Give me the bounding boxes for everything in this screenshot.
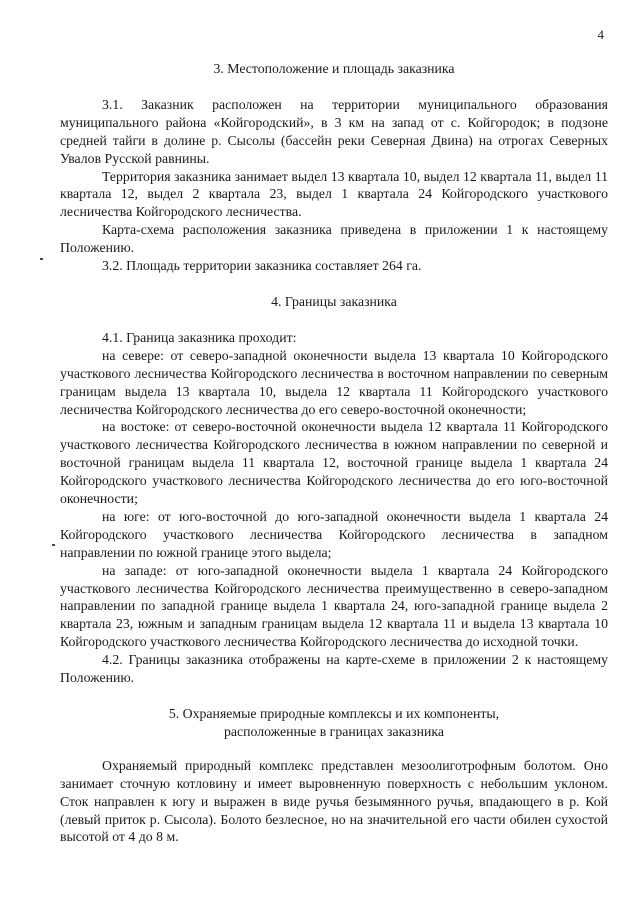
protected-complex-paragraph: Охраняемый природный комплекс представлен мезоолиготрофным болотом. Оно занимает сточную котловину и имеет выровненную поверхность с небольшим уклоном. Сток направлен к югу и выражен в виде ручья безымянного ручья, впадающего в р. Кой (левый приток р. Сысола). Болото безлесное, но на значительной его части обилен сухостой высотой от 4 до 8 м. xyxy=(60,757,608,845)
south-boundary-paragraph: на юге: от юго-восточной до юго-западной оконечности выдела 1 квартала 24 Койгородского участкового лесничества Койгородского лесничества в западном направлении по южной границе этого выдела; xyxy=(60,508,608,560)
scan-speck xyxy=(40,258,43,260)
document-body xyxy=(60,60,608,846)
territory-paragraph: Территория заказника занимает выдел 13 квартала 10, выдел 12 квартала 11, выдел 11 квартала 12, выдел 2 квартала 23, выдел 1 квартала 24 Койгородского участкового лесничества Койгородского лесничества. xyxy=(60,168,608,220)
section-5-heading-line2: расположенные в границах заказника xyxy=(223,723,445,739)
east-boundary-paragraph: на востоке: от северо-восточной оконечности выдела 12 квартала 11 Койгородского участкового лесничества Койгородского лесничества в южном направлении по северной и восточной границам выдела 11 квартала 12, восточной границе выдела 1 квартала 24 Койгородского участкового лесничества Койгородского лесничества до его юго-восточной оконечности; xyxy=(60,419,608,507)
page-number: 4 xyxy=(597,27,604,42)
section-3-2-paragraph: 3.2. Площадь территории заказника составляет 264 га. xyxy=(102,258,422,274)
map-scheme-paragraph: Карта-схема расположения заказника приведена в приложении 1 к настоящему Положению. xyxy=(60,222,608,256)
section-4-heading: 4. Границы заказника xyxy=(271,293,397,309)
west-boundary-paragraph: на западе: от юго-западной оконечности выдела 1 квартала 24 Койгородского участкового лесничества Койгородского лесничества преимущественно в северо-западном направлении по западной границе выдела 1 квартала 24, юго-западной границе выдела 2 квартала 23, южным и западным границам выдела 12 квартала 11 и выдела 13 квартала 10 Койгородского участкового лесничества Койгородского лесничества до исходной точки. xyxy=(60,562,608,650)
section-5-heading-line1: 5. Охраняемые природные комплексы и их компоненты, xyxy=(168,706,500,721)
section-4-1-paragraph: 4.1. Граница заказника проходит: xyxy=(102,329,297,345)
scan-speck xyxy=(52,544,55,546)
section-3-heading: 3. Местоположение и площадь заказника xyxy=(213,61,455,76)
section-3-1-paragraph: 3.1. Заказник расположен на территории муниципального образования муниципального района «Койгородский», в 3 км на запад от с. Койгородок; в подзоне средней тайги в долине р. Сысолы (бассейн реки Северная Двина) на отрогах Северных Увалов Русской равнины. xyxy=(60,96,608,166)
north-boundary-paragraph: на севере: от северо-западной оконечности выдела 13 квартала 10 Койгородского участкового лесничества Койгородского лесничества в восточном направлении по северным границам выдела 13 квартала 10, выдела 12 квартала 11 Койгородского участкового лесничества Койгородского лесничества до его северо-восточной оконечности; xyxy=(60,347,608,417)
section-4-2-paragraph: 4.2. Границы заказника отображены на карте-схеме в приложении 2 к настоящему Положению. xyxy=(60,652,608,686)
